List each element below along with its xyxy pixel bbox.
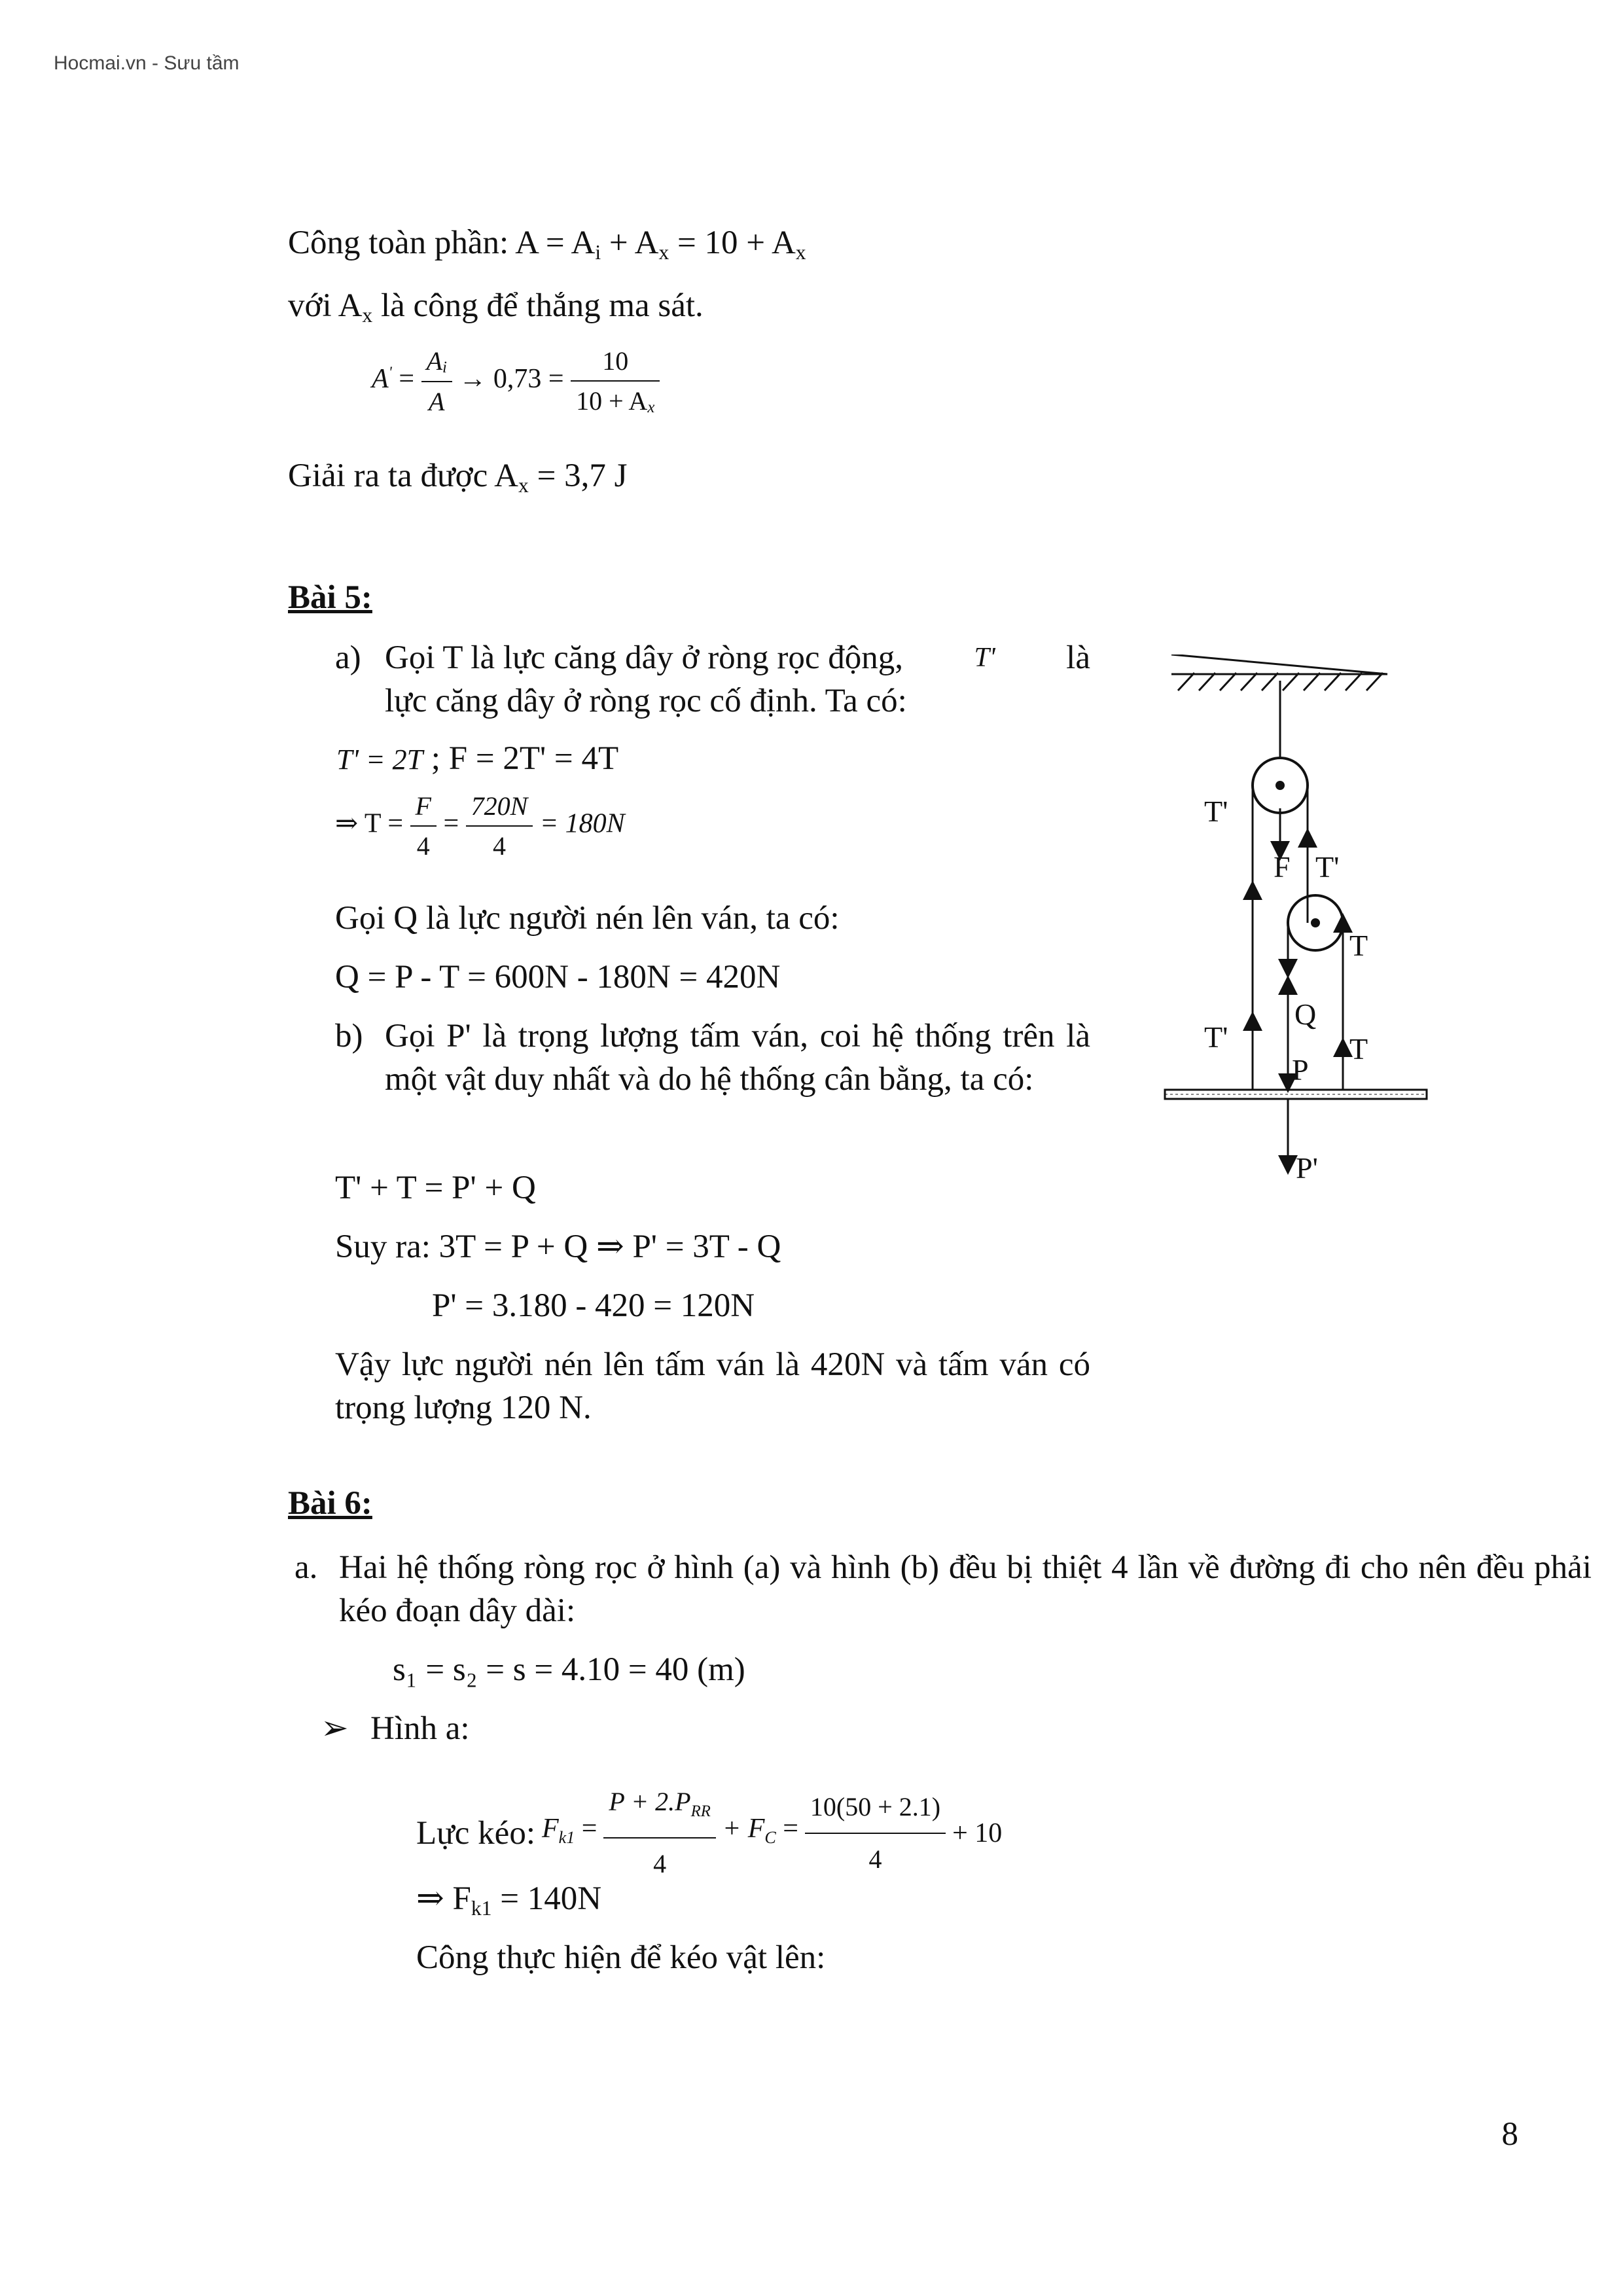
ceiling-line — [1171, 655, 1387, 674]
bai5-a-label: a) — [335, 639, 361, 676]
bai5-b-text: Gọi P' là trọng lượng tấm ván, coi hệ thống trên là một vật duy nhất và do hệ thống cân bằng, ta có: — [385, 1018, 1090, 1098]
label-t-low: T — [1349, 1032, 1368, 1066]
bai6-distance-eq: s₁ = s₂ = s = 4.10 = 40 (m) — [393, 1651, 745, 1688]
friction-work-result: Giải ra ta được $A_x = 3,7$ J — [288, 457, 628, 497]
bai5-a-line1: Gọi T là lực căng dây ở ròng rọc động, T' là — [385, 639, 1090, 676]
bai5-q-intro: Gọi Q là lực người nén lên ván, ta có: — [335, 900, 840, 937]
bai5-tension-equation: T' = 2T ; F = 2T' = 4T — [336, 740, 619, 777]
efficiency-equation: A' = $\frac{A_i}{A}$ → 0,73 = $\frac{10}{10 + A_x}$ — [372, 346, 660, 417]
bai5-b-label: b) — [335, 1018, 363, 1054]
label-f: F — [1274, 850, 1291, 884]
work-intro: Công thực hiện để kéo vật lên: — [416, 1939, 826, 1976]
bai6-a-label: a. — [294, 1549, 318, 1586]
bai5-b-eq1: T' + T = P' + Q — [335, 1170, 536, 1206]
bai6-title: Bài 6: — [288, 1485, 372, 1522]
label-tprime-top: T' — [1204, 795, 1228, 828]
label-tprime-mid: T' — [1315, 850, 1340, 884]
watermark: Hocmai.vn - Sưu tầm — [54, 52, 240, 74]
page-number: 8 — [1501, 2116, 1518, 2153]
friction-work-line: với $A_x$ là công để thắng ma sát. — [288, 287, 704, 327]
pulling-force-result: ⇒ $F_{k1} = 140N$ — [416, 1880, 602, 1920]
bai5-a-line2: lực căng dây ở ròng rọc cố định. Ta có: — [385, 683, 907, 719]
pulling-force-equation: Lực kéo: $F_{k1}$ = $\frac{P + 2.P_{RR}}{4}$ + $F_C$ = $\frac{10(50 + 2.1)}{4}$ + 10 — [416, 1780, 1002, 1886]
pulley-diagram — [1152, 655, 1440, 1204]
total-work-line: Công toàn phần: $A = A_i + A_x = 10 + A_x$ — [288, 224, 806, 264]
bai6-a-text: Hai hệ thống ròng rọc ở hình (a) và hình (b) đều bị thiệt 4 lần về đường đi cho nên đều phải kéo đoạn dây dài: — [339, 1549, 1592, 1629]
bullet-arrow-icon: ➢ — [321, 1710, 349, 1747]
hinh-a-label: Hình a: — [370, 1710, 470, 1747]
bai5-title: Bài 5: — [288, 579, 372, 616]
label-p: P — [1292, 1053, 1309, 1086]
label-tprime-left: T' — [1204, 1020, 1228, 1054]
bai5-b-eq3: P' = 3.180 - 420 = 120N — [432, 1287, 755, 1324]
bai5-b-eq2: Suy ra: 3T = P + Q ⇒ P' = 3T - Q — [335, 1229, 781, 1265]
label-q: Q — [1294, 997, 1317, 1031]
bai5-tension-value: ⇒ T = $\frac{F}{4}$ = $\frac{720N}{4}$ = 180N — [335, 791, 625, 861]
bai5-conclusion: Vậy lực người nén lên tấm ván là 420N và tấm ván có trọng lượng 120 N. — [335, 1346, 1090, 1426]
label-t-right: T — [1349, 929, 1368, 962]
bai5-q-equation: Q = P - T = 600N - 180N = 420N — [335, 959, 781, 996]
label-pprime: P' — [1296, 1151, 1318, 1185]
